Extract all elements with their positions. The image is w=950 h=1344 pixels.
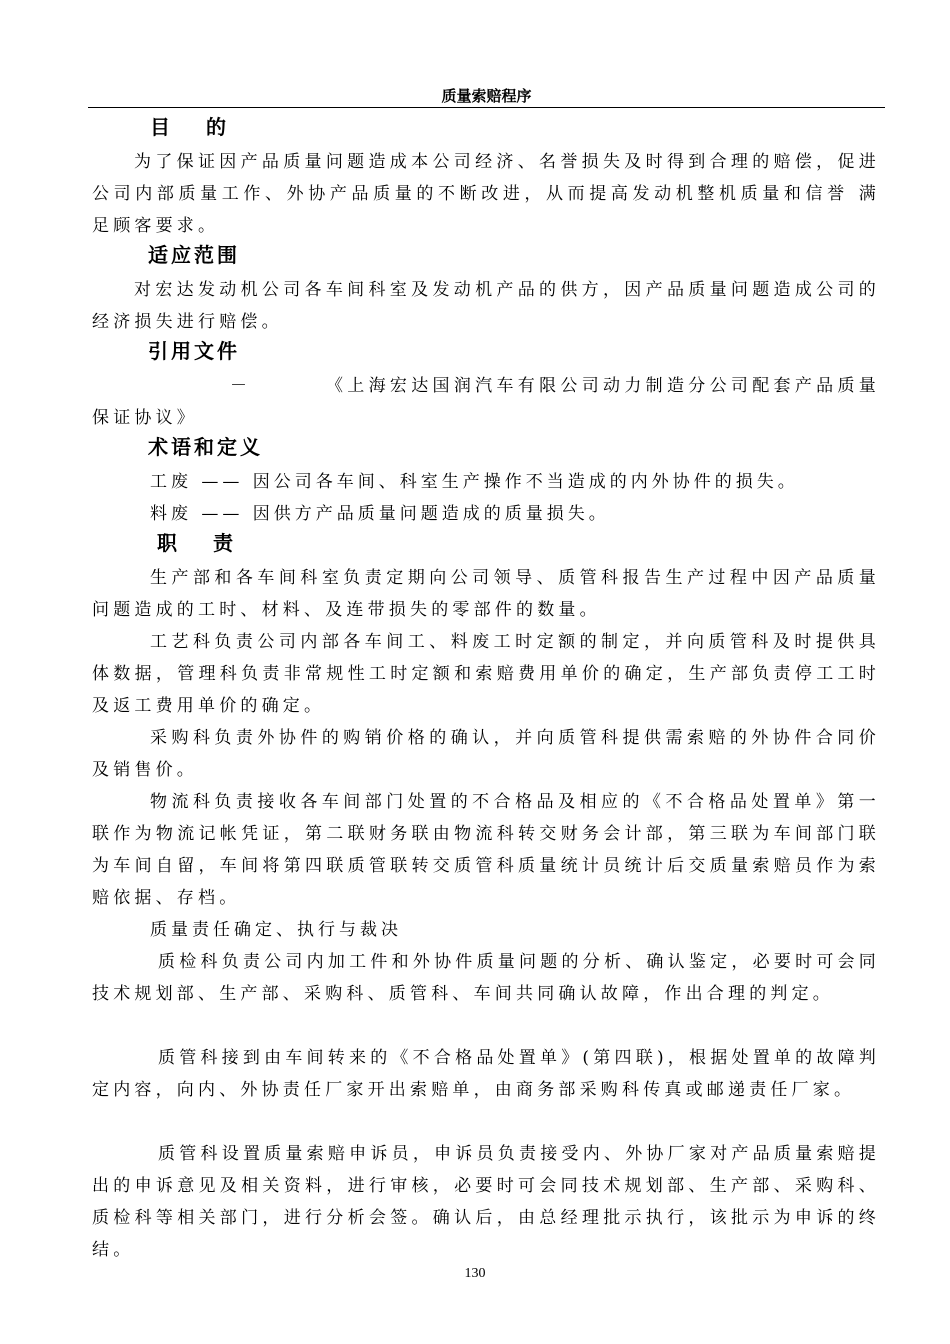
page-header-title: 质量索赔程序: [441, 87, 532, 105]
heading-liability: 质量责任确定、执行与裁决: [150, 920, 402, 940]
heading-duties: 职 责: [157, 531, 236, 555]
paragraph-liability-appeals: 质管科设置质量索赔申诉员，申诉员负责接受内、外协厂家对产品质量索赔提出的申诉意见及相关资料，进行审核，必要时可会同技术规划部、生产部、采购科、质检科等相关部门，进行分析会签。确认后，由总经理批示执行，该批示为申诉的终结。: [92, 1144, 880, 1260]
heading-references: 引用文件: [148, 339, 240, 363]
paragraph-liability-inspection: 质检科负责公司内加工件和外协件质量问题的分析、确认鉴定，必要时可会同技术规划部、生产部、采购科、质管科、车间共同确认故障，作出合理的判定。: [92, 952, 880, 1004]
term-item-gongfei: 工废 —— 因公司各车间、科室生产操作不当造成的内外协件的损失。: [150, 472, 799, 492]
paragraph-duties-process: 工艺科负责公司内部各车间工、料废工时定额的制定，并向质管科及时提供具体数据，管理科负责非常规性工时定额和索赔费用单价的确定，生产部负责停工工时及返工费用单价的确定。: [92, 632, 880, 716]
header-divider: [88, 107, 885, 108]
paragraph-duties-purchasing: 采购科负责外协件的购销价格的确认，并向质管科提供需索赔的外协件合同价及销售价。: [92, 728, 880, 780]
heading-scope: 适应范围: [148, 243, 240, 267]
paragraph-liability-claims: 质管科接到由车间转来的《不合格品处置单》(第四联)，根据处置单的故障判定内容，向内、外协责任厂家开出索赔单，由商务部采购科传真或邮递责任厂家。: [92, 1048, 880, 1100]
page-number: 130: [464, 1266, 486, 1281]
paragraph-scope: 对宏达发动机公司各车间科室及发动机产品的供方，因产品质量问题造成公司的经济损失进行赔偿。: [92, 280, 880, 332]
paragraph-references: 《上海宏达国润汽车有限公司动力制造分公司配套产品质量保证协议》: [92, 376, 880, 428]
reference-dash: －: [230, 376, 251, 396]
heading-purpose: 目 的: [150, 115, 229, 139]
heading-terms: 术语和定义: [148, 435, 263, 459]
paragraph-duties-production: 生产部和各车间科室负责定期向公司领导、质管科报告生产过程中因产品质量问题造成的工时、材料、及连带损失的零部件的数量。: [92, 568, 880, 620]
paragraph-duties-logistics: 物流科负责接收各车间部门处置的不合格品及相应的《不合格品处置单》第一联作为物流记帐凭证，第二联财务联由物流科转交财务会计部，第三联为车间部门联为车间自留，车间将第四联质管联转交质管科质量统计员统计后交质量索赔员作为索赔依据、存档。: [92, 792, 880, 908]
paragraph-purpose: 为了保证因产品质量问题造成本公司经济、名誉损失及时得到合理的赔偿，促进公司内部质量工作、外协产品质量的不断改进，从而提高发动机整机质量和信誉 满足顾客要求。: [92, 152, 880, 236]
term-item-liaofei: 料废 —— 因供方产品质量问题造成的质量损失。: [150, 504, 610, 524]
